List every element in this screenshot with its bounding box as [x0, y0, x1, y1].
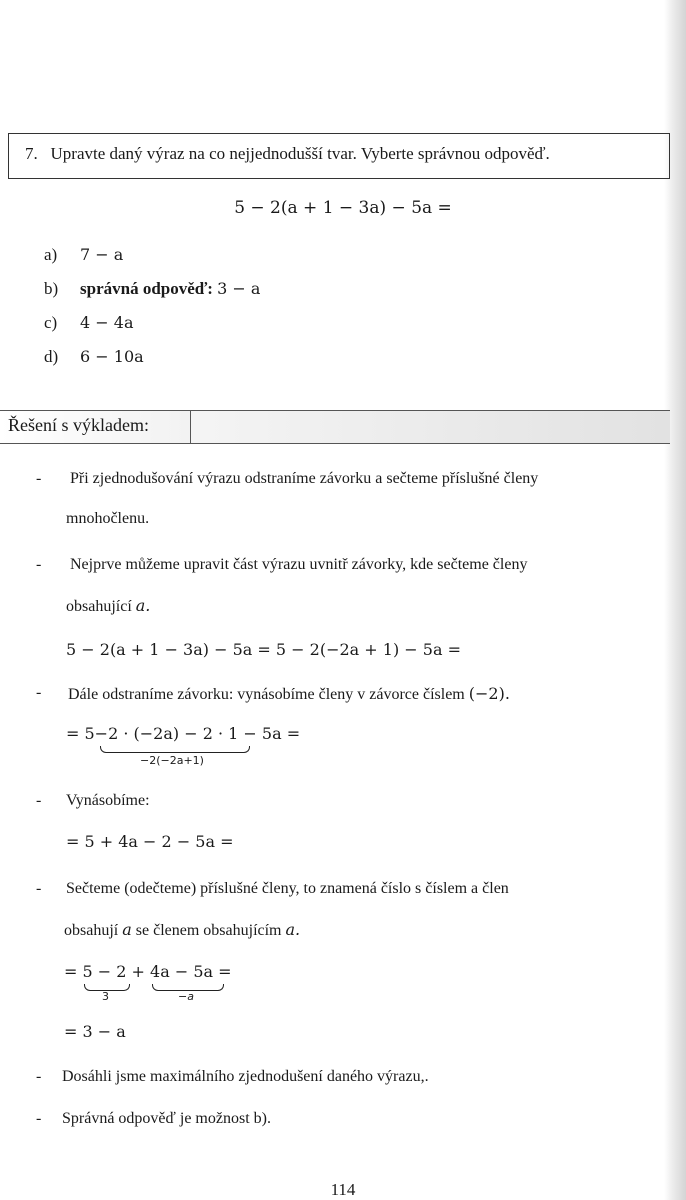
bullet-marker: -: [36, 880, 42, 897]
option-d: [44, 347, 144, 367]
option-value: 3 − a: [217, 279, 261, 298]
solution-paragraph-1-cont: mnohočlenu.: [66, 510, 150, 527]
correct-answer-label: správná odpověď:: [80, 279, 213, 298]
eq-part: =: [218, 962, 232, 981]
page-edge-shadow: [664, 0, 686, 1200]
option-label: b): [44, 279, 59, 298]
page-number: 114: [330, 1180, 356, 1199]
option-c: [44, 313, 133, 333]
underbrace-label: −a: [178, 990, 194, 1003]
option-a: [44, 245, 123, 265]
eq-group-numbers: 5 − 2: [82, 962, 127, 981]
underbrace: [100, 746, 250, 753]
text-fragment: se členem obsahujícím: [135, 922, 282, 939]
solution-paragraph-2-cont: [66, 596, 150, 616]
equation-4: [64, 962, 232, 981]
option-label: a): [44, 245, 58, 264]
solution-paragraph-5-cont: [64, 920, 300, 940]
main-expression: 5 − 2(a + 1 − 3a) − 5a =: [234, 198, 452, 218]
solution-paragraph-2: Nejprve můžeme upravit část výrazu uvnitř závorky, kde sečteme členy: [70, 556, 528, 573]
solution-paragraph-3: [68, 684, 510, 704]
bullet-marker: -: [36, 684, 42, 701]
equation-2: [66, 724, 300, 743]
bullet-marker: -: [36, 792, 42, 809]
underbrace-label: −2(−2a+1): [140, 754, 204, 767]
option-b: [44, 279, 260, 299]
variable: a.: [135, 596, 151, 615]
solution-paragraph-1: Při zjednodušování výrazu odstraníme závorku a sečteme příslušné členy: [70, 470, 539, 487]
task-number: 7.: [25, 144, 38, 163]
bullet-marker: -: [36, 470, 42, 487]
equation-1: 5 − 2(a + 1 − 3a) − 5a = 5 − 2(−2a + 1) − 5a =: [66, 640, 461, 659]
solution-header-bar: [0, 410, 670, 444]
solution-paragraph-6: Dosáhli jsme maximálního zjednodušení daného výrazu,.: [62, 1068, 429, 1085]
variable: a: [122, 920, 132, 939]
task-text: Upravte daný výraz na co nejjednodušší tvar. Vyberte správnou odpověď.: [50, 144, 550, 163]
text-fragment: obsahují: [64, 922, 119, 939]
bullet-marker: -: [36, 1068, 42, 1085]
eq-part: − 5a =: [243, 724, 301, 743]
solution-paragraph-5: Sečteme (odečteme) příslušné členy, to znamená číslo s číslem a člen: [66, 880, 509, 897]
variable: a.: [285, 920, 301, 939]
option-label: c): [44, 313, 58, 332]
eq-group-variables: 4a − 5a: [150, 962, 214, 981]
option-value: 6 − 10a: [80, 347, 144, 366]
option-value: 4 − 4a: [80, 313, 134, 332]
solution-paragraph-4: Vynásobíme:: [66, 792, 150, 809]
task-statement: [25, 144, 550, 164]
option-label: d): [44, 347, 59, 366]
bullet-marker: -: [36, 1110, 42, 1127]
equation-5: = 3 − a: [64, 1022, 126, 1041]
eq-part: = 5: [66, 724, 95, 743]
task-box: [8, 133, 670, 179]
section-title: Řešení s výkladem:: [8, 415, 149, 435]
eq-part: +: [131, 962, 145, 981]
equation-3: = 5 + 4a − 2 − 5a =: [66, 832, 234, 851]
text-fragment: obsahující: [66, 598, 132, 615]
solution-paragraph-7: Správná odpověď je možnost b).: [62, 1110, 271, 1127]
bullet-marker: -: [36, 556, 42, 573]
eq-braced-part: −2 · (−2a) − 2 · 1: [94, 724, 239, 743]
option-value: 7 − a: [80, 245, 124, 264]
underbrace-label: 3: [102, 990, 109, 1003]
inline-math: (−2).: [468, 684, 510, 703]
text-fragment: Dále odstraníme závorku: vynásobíme členy v závorce číslem: [68, 686, 465, 703]
eq-part: =: [64, 962, 78, 981]
